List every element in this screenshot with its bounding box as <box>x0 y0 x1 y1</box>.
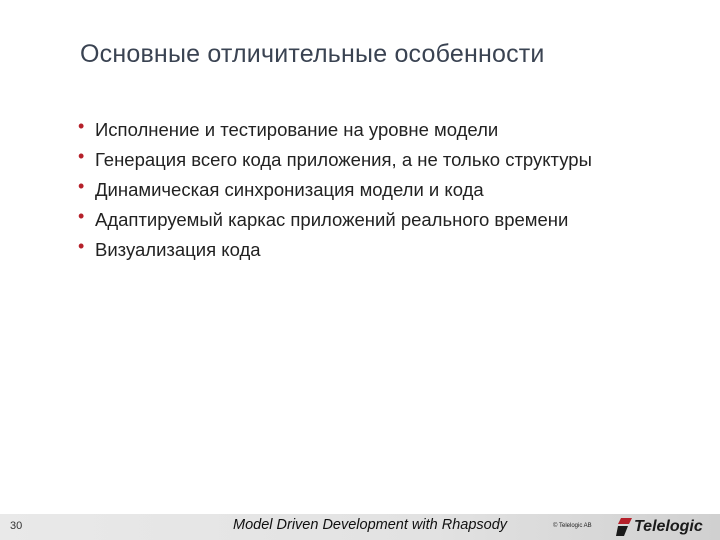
bullet-item <box>78 178 592 208</box>
bullet-icon: • <box>78 146 85 166</box>
logo-mark-icon <box>616 517 632 537</box>
bullet-item <box>78 208 592 238</box>
telelogic-logo <box>616 516 716 538</box>
bullet-text: Визуализация кода <box>95 239 261 260</box>
bullet-icon: • <box>78 176 85 196</box>
bullet-item <box>78 118 592 148</box>
bullet-icon: • <box>78 236 85 256</box>
bullet-item <box>78 148 592 178</box>
bullet-item <box>78 238 592 268</box>
bullet-icon: • <box>78 206 85 226</box>
copyright-text: © Telelogic AB <box>553 523 592 529</box>
slide-title: Основные отличительные особенности <box>80 40 545 68</box>
bullet-text: Адаптируемый каркас приложений реального времени <box>95 209 569 230</box>
bullet-text: Динамическая синхронизация модели и кода <box>95 179 484 200</box>
footer-title: Model Driven Development with Rhapsody <box>233 517 508 533</box>
bullet-list <box>78 118 592 268</box>
bullet-icon: • <box>78 116 85 136</box>
logo-text: Telelogic <box>634 518 703 535</box>
bullet-text: Генерация всего кода приложения, а не только структуры <box>95 149 592 170</box>
page-number: 30 <box>10 520 23 532</box>
bullet-text: Исполнение и тестирование на уровне модели <box>95 119 499 140</box>
footer-bar <box>0 514 720 540</box>
